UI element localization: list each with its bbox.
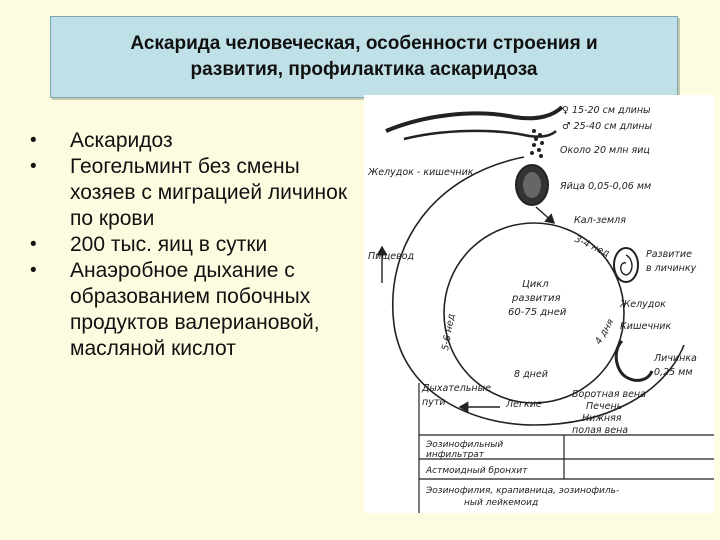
larva-worm-shape [616, 341, 652, 380]
vena-cava-label-1: Нижняя [582, 413, 622, 424]
table-row-2: Астмоидный бронхит [426, 466, 528, 476]
bullet-item [24, 258, 364, 362]
bullet-item [24, 154, 364, 232]
larva-size-label: 0,25 мм [654, 367, 693, 378]
day-4-label: 4 дня [593, 317, 617, 347]
ascaris-lifecycle-diagram [364, 95, 714, 513]
feces-soil-label: Кал-земля [574, 215, 626, 226]
arrow-egg-down [536, 207, 554, 223]
bullet-text: Анаэробное дыхание с образованием побочных продуктов валериановой, масляной кислот [70, 259, 320, 360]
egg-size-label: Яйца 0,05-0,06 мм [560, 181, 652, 192]
title-line-2: развития, профилактика аскаридоза [190, 59, 538, 80]
title-line-1: Аскарида человеческая, особенности строения и [130, 33, 598, 54]
stomach-intestine-label: Желудок - кишечник [368, 167, 474, 178]
cycle-title-1: Цикл [522, 279, 549, 290]
larva-egg-shape [614, 248, 638, 282]
stomach-label: Желудок [620, 299, 666, 310]
bullet-text: Геогельминт без смены хозяев с миграцией личинок по крови [70, 155, 348, 230]
bullet-dot: • [30, 260, 37, 281]
bullet-list [24, 128, 364, 362]
bullet-dot: • [30, 234, 37, 255]
esophagus-label: Пищевод [368, 251, 415, 262]
table-row-3b: ный лейкемоид [464, 498, 539, 508]
respiratory-label-2: пути [422, 397, 446, 408]
slide-title [50, 16, 678, 98]
table-row-1b: инфильтрат [426, 450, 485, 460]
eggs-count-label: Около 20 млн яиц [560, 145, 650, 156]
bullet-text: Аскаридоз [70, 129, 173, 152]
development-label: Развитие [646, 249, 692, 260]
bullet-dot: • [30, 130, 37, 151]
eggs-dots [530, 129, 544, 158]
bullet-item [24, 128, 364, 154]
egg-inner [523, 172, 541, 198]
male-length-label: ♂ 25-40 см длины [562, 121, 653, 132]
respiratory-label-1: Дыхательные [422, 383, 491, 394]
lungs-label: Легкие [506, 399, 542, 410]
larva-in-label: в личинку [646, 263, 697, 274]
larva-label: Личинка [654, 353, 697, 364]
female-worm-shape [386, 107, 562, 131]
day-8-label: 8 дней [514, 369, 548, 380]
bullet-text: 200 тыс. яиц в сутки [70, 233, 268, 256]
weeks-3-4-label: 3-4 нед [572, 233, 612, 260]
weeks-5-6-label: 5-6 нед [440, 313, 458, 352]
liver-label: Печень [586, 401, 623, 412]
female-length-label: ♀ 15-20 см длины [562, 105, 651, 116]
vena-cava-label-2: полая вена [572, 425, 629, 436]
bullet-item [24, 232, 364, 258]
cycle-title-3: 60-75 дней [508, 307, 567, 318]
table-row-3a: Эозинофилия, крапивница, эозинофиль- [426, 486, 620, 496]
cycle-title-2: развития [512, 293, 561, 304]
portal-vein-label: Воротная вена [572, 389, 646, 400]
intestine-label: Кишечник [620, 321, 672, 332]
table-row-1a: Эозинофильный [426, 440, 504, 450]
bullet-dot: • [30, 156, 37, 177]
